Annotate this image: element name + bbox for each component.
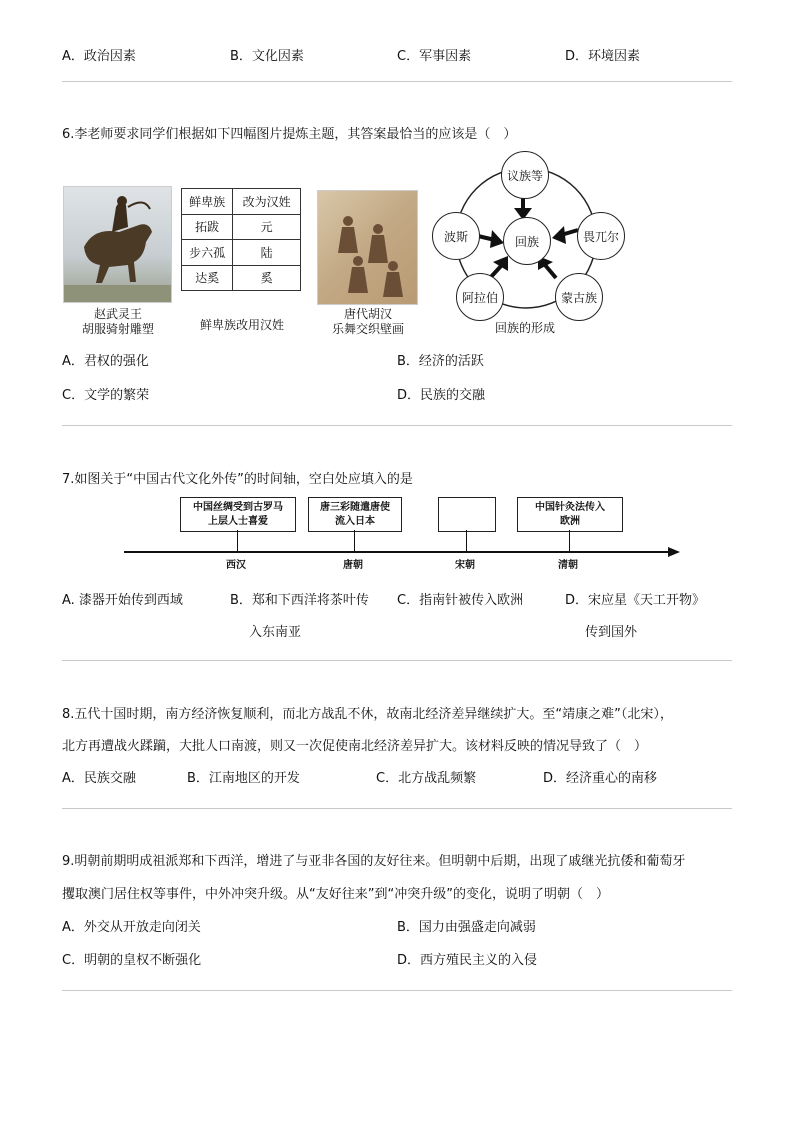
q9-option-d[interactable]: D．西方殖民主义的入侵: [397, 953, 538, 968]
timeline-box-text: 上层人士喜爱: [208, 515, 268, 527]
table-caption: 鲜卑族改用汉姓: [199, 318, 284, 332]
q7-option-c[interactable]: C．指南针被传入欧洲: [397, 593, 524, 608]
node-menggu: 蒙古族: [555, 273, 603, 321]
divider: [62, 425, 732, 426]
q9-option-c[interactable]: C．明朝的皇权不断强化: [62, 953, 202, 968]
q7-option-d[interactable]: D．宋应星《天工开物》: [565, 593, 706, 608]
divider: [62, 990, 732, 991]
timeline-box-text: 中国针灸法传入: [535, 501, 605, 513]
timeline-label: 清朝: [558, 560, 578, 571]
q9-option-b[interactable]: B．国力由强盛走向减弱: [397, 920, 536, 935]
table-cell: 奚: [233, 265, 301, 291]
table-cell: 改为汉姓: [233, 189, 301, 215]
timeline-label: 唐朝: [343, 560, 363, 571]
table-row: [182, 214, 301, 240]
q8-option-d[interactable]: D．经济重心的南移: [543, 771, 658, 786]
timeline-box-tang: [308, 497, 402, 532]
table-cell: 陆: [233, 240, 301, 266]
fig3-caption-line1: 唐代胡汉: [343, 307, 392, 321]
table-cell: 步六孤: [182, 240, 233, 266]
q6-option-c[interactable]: C．文学的繁荣: [62, 388, 150, 403]
q9-option-a[interactable]: A．外交从开放走向闭关: [62, 920, 201, 935]
q6-stem: 6.李老师要求同学们根据如下四幅图片提炼主题，其答案最恰当的应该是（ ）: [62, 127, 517, 142]
timeline-box-text: 中国丝绸受到古罗马: [193, 501, 283, 513]
fig1-caption: [66, 307, 170, 337]
table-row: [182, 265, 301, 291]
q7-option-b-cont: 入东南亚: [249, 625, 302, 640]
arrow-right-icon: [668, 546, 680, 558]
table-cell: 鲜卑族: [182, 189, 233, 215]
q8-stem-line1: 8.五代十国时期，南方经济恢复顺利，而北方战乱不休，故南北经济差异继续扩大。至“靖康之难”（北宋），: [62, 707, 673, 722]
surname-table: [181, 188, 301, 291]
q6-option-d[interactable]: D．民族的交融: [397, 388, 486, 403]
statue-photo: [63, 186, 172, 303]
timeline-tick: [237, 530, 238, 551]
divider: [62, 81, 732, 82]
fig1-caption-line2: 胡服骑射雕塑: [81, 322, 154, 336]
q6-option-b[interactable]: B．经济的活跃: [397, 354, 484, 369]
horse-rider-image: [64, 187, 171, 302]
timeline-label: 宋朝: [455, 560, 475, 571]
timeline-box-blank: [438, 497, 496, 532]
timeline-label: 西汉: [226, 560, 246, 571]
node-center-huizu: 回族: [503, 217, 551, 265]
node-bosi: 波斯: [432, 212, 480, 260]
q9-stem-line2: 攫取澳门居住权等事件，中外冲突升级。从“友好往来”到“冲突升级”的变化，说明了明朝（ ）: [62, 887, 609, 902]
q5-option-d[interactable]: D．环境因素: [565, 49, 641, 64]
fig1-caption-line1: 赵武灵王: [93, 307, 142, 321]
q8-option-c[interactable]: C．北方战乱频繁: [376, 771, 477, 786]
table-cell: 元: [233, 214, 301, 240]
timeline-tick: [466, 530, 467, 551]
q8-option-a[interactable]: A．民族交融: [62, 771, 136, 786]
q7-option-d-cont: 传到国外: [585, 625, 638, 640]
q6-option-a[interactable]: A．君权的强化: [62, 354, 149, 369]
timeline-box-qing: [517, 497, 623, 532]
timeline-box-text: 唐三彩随遣唐使: [320, 501, 390, 513]
table-cell: 达奚: [182, 265, 233, 291]
timeline-tick: [569, 530, 570, 551]
q8-stem-line2: 北方再遭战火蹂躏，大批人口南渡，则又一次促使南北经济差异扩大。该材料反映的情况导致了（ ）: [62, 739, 648, 754]
divider: [62, 808, 732, 809]
q7-stem: 7.如图关于“中国古代文化外传”的时间轴，空白处应填入的是: [62, 472, 413, 487]
table-row: [182, 189, 301, 215]
node-yizu: 议族等: [501, 151, 549, 199]
diagram-caption: 回族的形成: [494, 321, 555, 335]
q7-option-a[interactable]: A. 漆器开始传到西域: [62, 593, 183, 608]
fig3-caption: [320, 307, 416, 337]
timeline-tick: [354, 530, 355, 551]
q8-option-b[interactable]: B．江南地区的开发: [187, 771, 300, 786]
node-weiwuer: 畏兀尔: [577, 212, 625, 260]
q9-stem-line1: 9.明朝前期明成祖派郑和下西洋，增进了与亚非各国的友好往来。但明朝中后期，出现了戚继光抗倭和葡萄牙: [62, 854, 686, 869]
q7-option-b[interactable]: B．郑和下西洋将茶叶传: [230, 593, 369, 608]
fig3-caption-line2: 乐舞交织壁画: [331, 322, 404, 336]
timeline-box-text: 欧洲: [560, 515, 580, 527]
timeline-box-xihan: [180, 497, 296, 532]
timeline-box-text: 流入日本: [335, 515, 375, 527]
timeline-axis: [124, 551, 672, 553]
table-row: [182, 240, 301, 266]
q5-option-a[interactable]: A．政治因素: [62, 49, 136, 64]
node-alabo: 阿拉伯: [456, 273, 504, 321]
mural-figures-image: [318, 191, 417, 304]
q5-option-c[interactable]: C．军事因素: [397, 49, 472, 64]
mural-photo: [317, 190, 418, 305]
table-cell: 拓跋: [182, 214, 233, 240]
q5-option-b[interactable]: B．文化因素: [230, 49, 304, 64]
divider: [62, 660, 732, 661]
